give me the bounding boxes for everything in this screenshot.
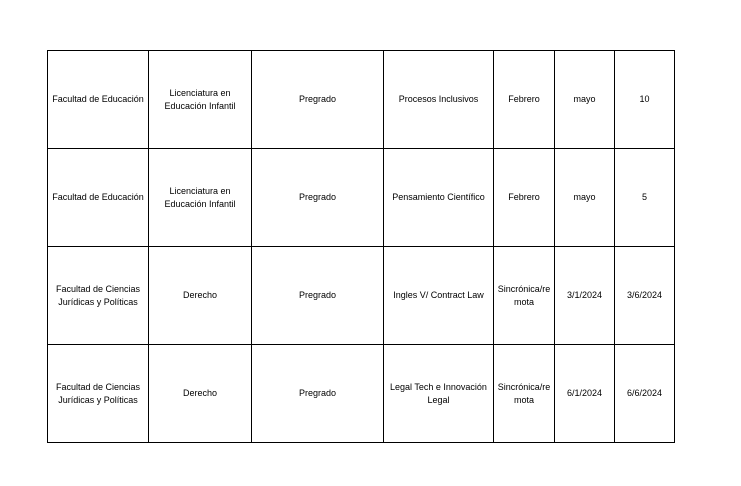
level-cell: Pregrado xyxy=(252,149,384,247)
course-table xyxy=(47,50,675,443)
end-cell: 3/6/2024 xyxy=(615,247,675,345)
table-row xyxy=(48,345,675,443)
program-cell: Licenciatura en Educación Infantil xyxy=(149,149,252,247)
course-cell: Procesos Inclusivos xyxy=(384,51,494,149)
course-cell: Pensamiento Científico xyxy=(384,149,494,247)
program-cell: Derecho xyxy=(149,345,252,443)
modality-cell: Febrero xyxy=(494,51,555,149)
faculty-cell: Facultad de Ciencias Jurídicas y Políticas xyxy=(48,345,149,443)
faculty-cell: Facultad de Educación xyxy=(48,149,149,247)
table-row xyxy=(48,149,675,247)
modality-cell: Sincrónica/remota xyxy=(494,345,555,443)
modality-cell: Febrero xyxy=(494,149,555,247)
end-cell: 5 xyxy=(615,149,675,247)
start-cell: mayo xyxy=(555,51,615,149)
end-cell: 10 xyxy=(615,51,675,149)
level-cell: Pregrado xyxy=(252,51,384,149)
start-cell: mayo xyxy=(555,149,615,247)
end-cell: 6/6/2024 xyxy=(615,345,675,443)
course-cell: Ingles V/ Contract Law xyxy=(384,247,494,345)
table-row xyxy=(48,247,675,345)
start-cell: 3/1/2024 xyxy=(555,247,615,345)
start-cell: 6/1/2024 xyxy=(555,345,615,443)
level-cell: Pregrado xyxy=(252,345,384,443)
modality-cell: Sincrónica/remota xyxy=(494,247,555,345)
program-cell: Derecho xyxy=(149,247,252,345)
program-cell: Licenciatura en Educación Infantil xyxy=(149,51,252,149)
course-cell: Legal Tech e Innovación Legal xyxy=(384,345,494,443)
level-cell: Pregrado xyxy=(252,247,384,345)
faculty-cell: Facultad de Ciencias Jurídicas y Políticas xyxy=(48,247,149,345)
faculty-cell: Facultad de Educación xyxy=(48,51,149,149)
table-row xyxy=(48,51,675,149)
